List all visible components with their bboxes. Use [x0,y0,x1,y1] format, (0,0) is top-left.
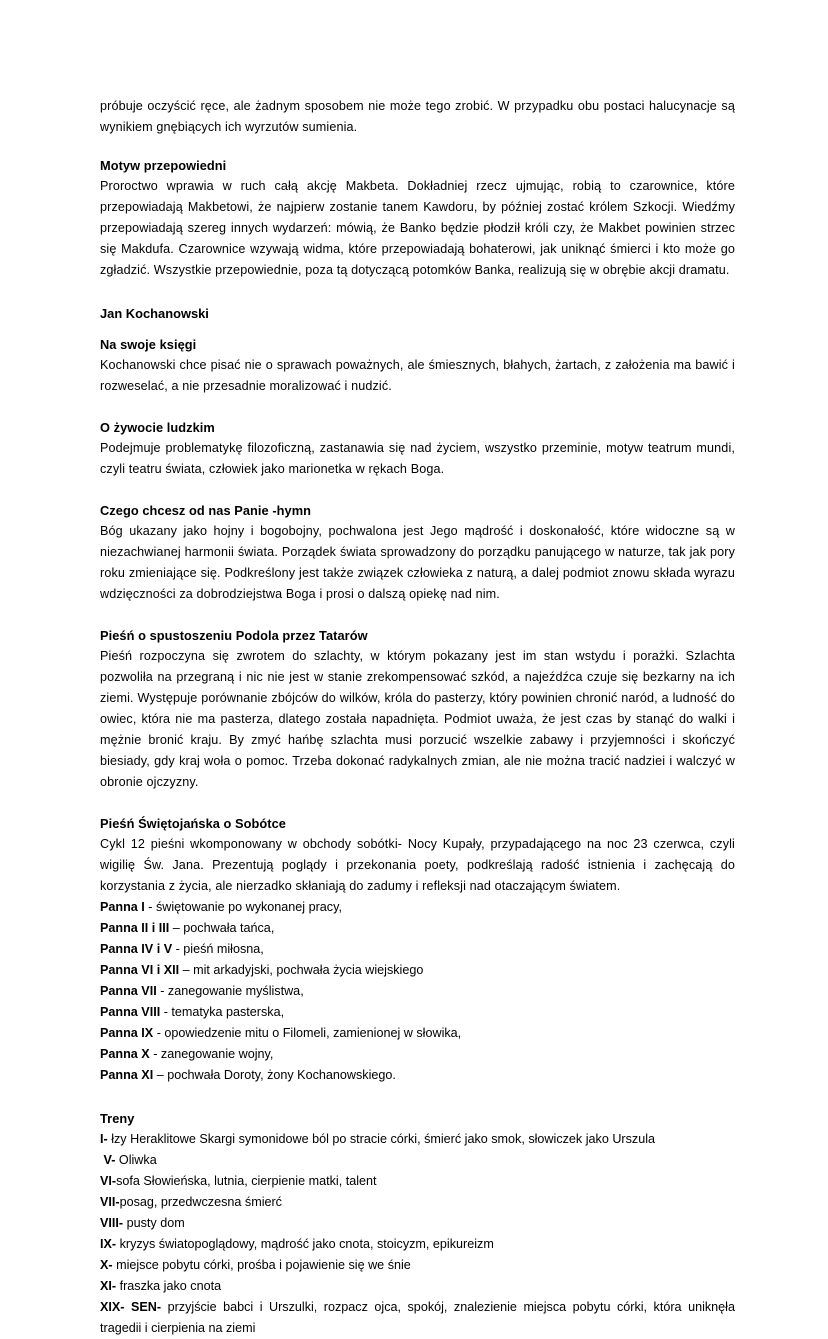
list-item [100,960,735,981]
list-item-text: sofa Słowieńska, lutnia, cierpienie matki, talent [116,1174,377,1188]
list-item-label: I- [100,1132,108,1146]
list-item [100,1234,735,1255]
treny-list [100,1129,739,1339]
list-item [100,1065,735,1086]
list-item-text: łzy Heraklitowe Skargi symonidowe ból po stracie córki, śmierć jako smok, słowiczek jako Urszula [107,1132,656,1146]
list-item-text: - tematyka pasterska, [160,1005,285,1019]
list-item-label: Panna VII [100,984,157,998]
list-item-label: Panna I [100,900,145,914]
intro-paragraph: próbuje oczyścić ręce, ale żadnym sposobem nie może tego zrobić. W przypadku obu postaci halucynacje są wynikiem gnębiących ich wyrzutów sumienia. [100,99,735,134]
list-item-text: posag, przedwczesna śmierć [119,1195,282,1209]
spacer [100,605,735,625]
list-item-text: - zanegowanie wojny, [149,1047,274,1061]
list-item-label: VI- [100,1174,117,1188]
list-item-label: Panna X [100,1047,150,1061]
spacer [100,397,735,417]
section-motyw-przepowiedni [100,155,735,281]
work-paragraph: Bóg ukazany jako hojny i bogobojny, pochwalona jest Jego mądrość i doskonałość, które widoczne są w niezachwianej harmonii świata. Porządek świata sprowadzony do porządku panującego w naturze, tak jak pory roku zmieniające się. Podkreślony jest także związek człowieka z naturą, a dalej podmiot znowu składa wyrazu wdzięczności za dobrodziejstwa Boga i prosi o dalszą opiekę nad nim. [100,524,735,601]
list-item [100,1129,735,1150]
list-item [100,1023,735,1044]
section-piesn-o-spustoszeniu-podola [100,625,735,793]
panna-list [100,897,735,1086]
spacer [100,793,735,813]
work-heading: Treny [100,1111,135,1126]
list-item-label: XI- [100,1279,117,1293]
list-item [100,918,735,939]
work-paragraph: Cykl 12 pieśni wkomponowany w obchody sobótki- Nocy Kupały, przypadającego na noc 23 czerwca, czyli wigilię Św. Jana. Prezentują poglądy i przekonania poety, podkreślają radość istnienia i zachęcają do korzystania z życia, ale nierzadko skłaniają do zadumy i refleksji nad otaczającym światem. [100,837,735,893]
list-item-label: Panna IX [100,1026,154,1040]
list-item-text: pusty dom [123,1216,185,1230]
work-heading: Czego chcesz od nas Panie -hymn [100,503,312,518]
list-item-text: - pieśń miłosna, [172,942,264,956]
section-treny [100,1108,739,1339]
list-item-text: fraszka jako cnota [116,1279,222,1293]
list-item-label: Panna XI [100,1068,154,1082]
list-item-text: – pochwała tańca, [169,921,275,935]
list-item-label: Panna VIII [100,1005,161,1019]
list-item-text: - opowiedzenie mitu o Filomeli, zamienionej w słowika, [153,1026,462,1040]
list-item-text: - świętowanie po wykonanej pracy, [144,900,342,914]
list-item [100,1213,735,1234]
list-item-label: Panna IV i V [100,942,173,956]
list-item-label: VIII- [100,1216,124,1230]
list-item [100,1297,739,1339]
work-paragraph: Podejmuje problematykę filozoficzną, zastanawia się nad życiem, wszystko przeminie, motyw teatrum mundi, czyli teatru świata, człowiek jako marionetka w rękach Boga. [100,441,735,476]
list-item [100,939,735,960]
work-heading: Pieśń Świętojańska o Sobótce [100,816,286,831]
section-o-zywocie-ludzkim [100,417,735,480]
list-item-text: Oliwka [115,1153,157,1167]
list-item [100,1150,735,1171]
section-na-swoje-ksiegi [100,334,735,397]
list-item-label: Panna II i III [100,921,170,935]
list-item-label: X- [100,1258,113,1272]
list-item-text: miejsce pobytu córki, prośba i pojawienie się we śnie [112,1258,411,1272]
list-item-text: przyjście babci i Urszulki, rozpacz ojca, spokój, znalezienie miejsca pobytu córki, która uniknęła tragedii i cierpienia na ziemi [100,1300,739,1335]
list-item [100,1276,735,1297]
list-item [100,897,735,918]
section-czego-chcesz-od-nas-panie [100,500,735,605]
list-item-text: – pochwała Doroty, żony Kochanowskiego. [153,1068,396,1082]
spacer [100,138,735,155]
list-item [100,1044,735,1065]
list-item-text: - zanegowanie myślistwa, [156,984,304,998]
list-item-label: IX- [100,1237,117,1251]
spacer [100,480,735,500]
list-item [100,1192,735,1213]
list-item [100,1171,735,1192]
list-item-text: – mit arkadyjski, pochwała życia wiejskiego [179,963,424,977]
list-item-label: V- [100,1153,116,1167]
list-item-label: Panna VI i XII [100,963,180,977]
author-heading: Jan Kochanowski [100,306,209,321]
list-item-label: VII- [100,1195,120,1209]
section-heading: Motyw przepowiedni [100,158,227,173]
work-paragraph: Kochanowski chce pisać nie o sprawach poważnych, ale śmiesznych, błahych, żartach, z założenia ma bawić i rozweselać, a nie przesadnie moralizować i nudzić. [100,358,735,393]
work-heading: Pieśń o spustoszeniu Podola przez Tatarów [100,628,368,643]
document-text-column [100,96,739,1339]
spacer [100,324,735,334]
section-paragraph: Proroctwo wprawia w ruch całą akcję Makbeta. Dokładniej rzecz ujmując, robią to czarownice, które przepowiadają Makbetowi, że najpierw zostanie tanem Kawdoru, by później zostać królem Szkocji. Wiedźmy przepowiadają szereg innych wydarzeń: mówią, że Banko będzie płodził króli czy, że Makbet powinien strzec się Makdufa. Czarownice wzywają widma, które przepowiadają bohaterowi, jak uniknąć śmierci i kto może go zgładzić. Wszystkie przepowiednie, poza tą dotyczącą potomków Banka, realizują się w obrębie akcji dramatu. [100,179,735,277]
list-item [100,981,735,1002]
work-heading: O żywocie ludzkim [100,420,215,435]
list-item [100,1002,735,1023]
work-heading: Na swoje księgi [100,337,197,352]
spacer [100,1086,735,1108]
list-item [100,1255,735,1276]
section-piesn-swietojanska-o-sobotce [100,813,735,1086]
list-item-text: kryzys światopoglądowy, mądrość jako cnota, stoicyzm, epikureizm [116,1237,494,1251]
work-paragraph: Pieśń rozpoczyna się zwrotem do szlachty, w którym pokazany jest im stan wstydu i porażki. Szlachta pozwoliła na przegraną i nic nie jest w stanie zrekompensować szkód, a najeźdźca czuje się bezkarny na ich ziemi. Występuje porównanie zbójców do wilków, króla do pasterzy, który powinien chronić naród, a ludność do owiec, która nie ma pasterza, dlatego została napadnięta. Podmiot uważa, że jest czas by stanąć do walki i mężnie bronić kraju. By zmyć hańbę szlachta musi porzucić wszelkie zabawy i przyjemności i skończyć biesiady, gdy kraj woła o pomoc. Trzeba dokonać radykalnych zmian, ale nie można tracić nadziei i walczyć w obronie ojczyzny. [100,649,735,789]
list-item-label: XIX- SEN- [100,1300,162,1314]
spacer [100,281,735,303]
